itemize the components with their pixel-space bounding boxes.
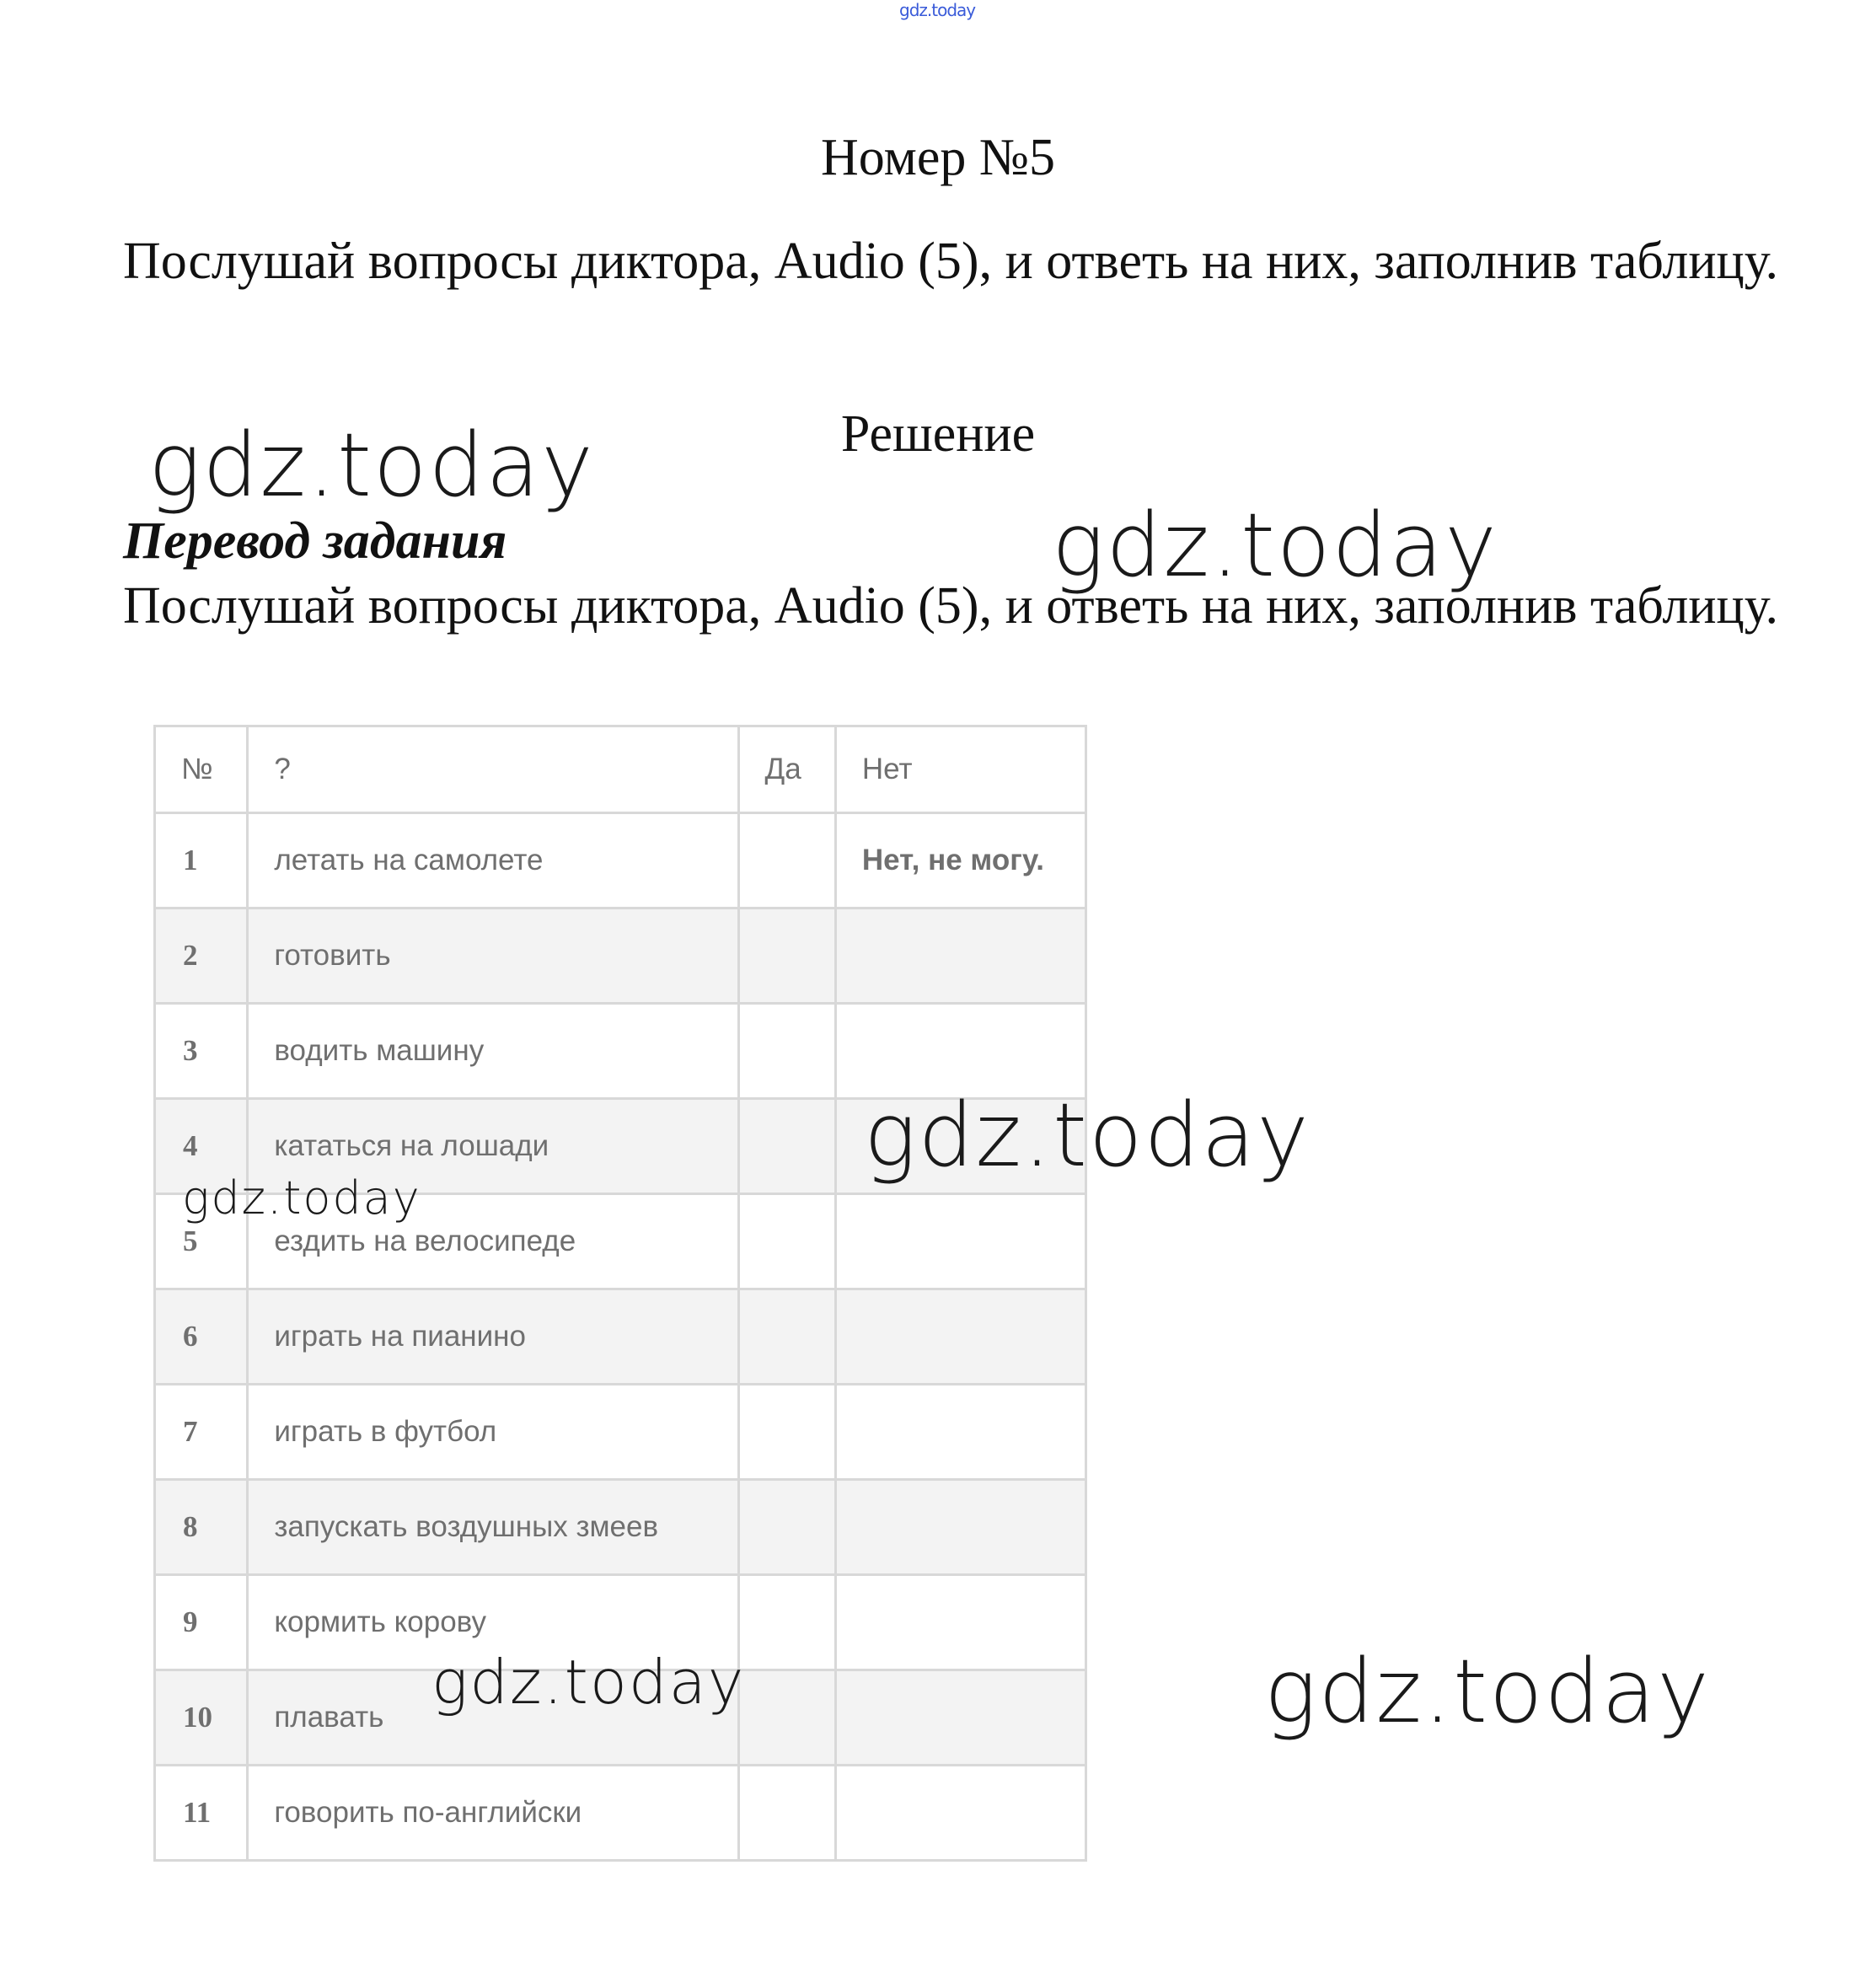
row-question: летать на самолете — [248, 813, 738, 908]
row-no — [835, 1766, 1085, 1861]
header-number: № — [155, 726, 248, 813]
row-question: играть на пианино — [248, 1289, 738, 1385]
row-number: 11 — [155, 1766, 248, 1861]
header-watermark: gdz.today — [899, 0, 976, 20]
row-number: 2 — [155, 908, 248, 1004]
row-no — [835, 1385, 1085, 1480]
row-number: 7 — [155, 1385, 248, 1480]
row-question: водить машину — [248, 1004, 738, 1099]
translation-text: Послушай вопросы диктора, Audio (5), и ответь на них, заполнив таблицу. — [123, 577, 1778, 635]
row-number: 5 — [155, 1194, 248, 1289]
watermark: gdz.today — [864, 1084, 1311, 1187]
row-no — [835, 1575, 1085, 1670]
row-question: запускать воздушных змеев — [248, 1480, 738, 1575]
row-question: ездить на велосипеде — [248, 1194, 738, 1289]
header-yes: Да — [738, 726, 835, 813]
row-number: 3 — [155, 1004, 248, 1099]
translation-heading: Перевод задания — [123, 512, 507, 570]
table-header-row — [155, 726, 1086, 813]
row-question: плавать — [248, 1670, 738, 1766]
table-row — [155, 1385, 1086, 1480]
watermark: gdz.today — [431, 1647, 746, 1718]
table-row — [155, 1766, 1086, 1861]
row-question: играть в футбол — [248, 1385, 738, 1480]
row-question: кататься на лошади — [248, 1099, 738, 1194]
task-text: Послушай вопросы диктора, Audio (5), и ответь на них, заполнив таблицу. — [123, 233, 1778, 290]
table-row — [155, 1289, 1086, 1385]
header-no: Нет — [835, 726, 1085, 813]
row-no: Нет, не могу. — [835, 813, 1085, 908]
page-title: Номер №5 — [820, 129, 1055, 186]
table-row — [155, 813, 1086, 908]
row-yes — [738, 1766, 835, 1861]
watermark: gdz.today — [1264, 1640, 1711, 1743]
row-yes — [738, 813, 835, 908]
row-question: готовить — [248, 908, 738, 1004]
row-number: 10 — [155, 1670, 248, 1766]
row-yes — [738, 1480, 835, 1575]
row-no — [835, 1289, 1085, 1385]
row-number: 8 — [155, 1480, 248, 1575]
row-no — [835, 908, 1085, 1004]
table-row — [155, 1480, 1086, 1575]
row-yes — [738, 1004, 835, 1099]
row-no — [835, 1670, 1085, 1766]
row-no — [835, 1480, 1085, 1575]
row-yes — [738, 1575, 835, 1670]
row-number: 6 — [155, 1289, 248, 1385]
solution-heading: Решение — [840, 405, 1036, 463]
row-yes — [738, 1099, 835, 1194]
table-row — [155, 908, 1086, 1004]
header-question: ? — [248, 726, 738, 813]
row-yes — [738, 1194, 835, 1289]
row-yes — [738, 1289, 835, 1385]
row-yes — [738, 1670, 835, 1766]
row-question: говорить по-английски — [248, 1766, 738, 1861]
watermark: gdz.today — [182, 1171, 421, 1225]
row-yes — [738, 1385, 835, 1480]
row-no — [835, 1194, 1085, 1289]
row-question: кормить корову — [248, 1575, 738, 1670]
watermark: gdz.today — [148, 414, 595, 517]
row-number: 4 — [155, 1099, 248, 1194]
row-number: 9 — [155, 1575, 248, 1670]
watermark: gdz.today — [1052, 494, 1498, 597]
row-number: 1 — [155, 813, 248, 908]
row-yes — [738, 908, 835, 1004]
